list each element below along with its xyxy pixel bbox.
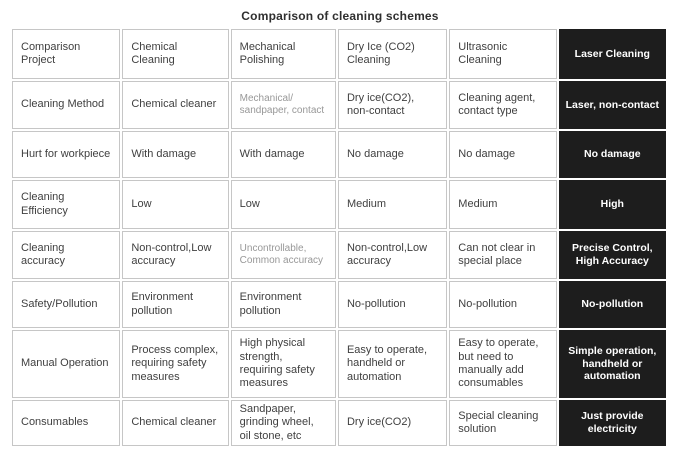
value-cell: Environment pollution xyxy=(231,281,336,328)
value-cell: Environment pollution xyxy=(122,281,228,328)
laser-highlight-cell: No-pollution xyxy=(559,281,666,328)
row-label-cell: Comparison Project xyxy=(12,29,120,79)
row-label-cell: Cleaning Efficiency xyxy=(12,180,120,229)
header-row xyxy=(12,29,666,79)
row-label-cell: Consumables xyxy=(12,400,120,446)
value-cell: Chemical cleaner xyxy=(122,400,228,446)
table-row xyxy=(12,330,666,398)
value-cell: High physical strength, requiring safety measures xyxy=(231,330,336,398)
value-cell: Mechanical/ sandpaper, contact xyxy=(231,81,336,129)
laser-highlight-cell: Simple operation, handheld or automation xyxy=(559,330,666,398)
value-cell: Chemical cleaner xyxy=(122,81,228,129)
value-cell: Low xyxy=(231,180,336,229)
value-cell: Cleaning agent, contact type xyxy=(449,81,556,129)
value-cell: Easy to operate, but need to manually add consumables xyxy=(449,330,556,398)
table-row xyxy=(12,231,666,279)
value-cell: Non-control,Low accuracy xyxy=(122,231,228,279)
laser-highlight-cell: No damage xyxy=(559,131,666,178)
value-cell: Medium xyxy=(449,180,556,229)
value-cell: Sandpaper, grinding wheel, oil stone, etc xyxy=(231,400,336,446)
table-row xyxy=(12,281,666,328)
row-label-cell: Manual Operation xyxy=(12,330,120,398)
value-cell: With damage xyxy=(231,131,336,178)
row-label-cell: Safety/Pollution xyxy=(12,281,120,328)
value-cell: Can not clear in special place xyxy=(449,231,556,279)
value-cell: With damage xyxy=(122,131,228,178)
value-cell: Dry Ice (CO2) Cleaning xyxy=(338,29,447,79)
value-cell: Medium xyxy=(338,180,447,229)
value-cell: No-pollution xyxy=(338,281,447,328)
row-label-cell: Hurt for workpiece xyxy=(12,131,120,178)
table-row xyxy=(12,81,666,129)
value-cell: No-pollution xyxy=(449,281,556,328)
table-row xyxy=(12,400,666,446)
laser-highlight-cell: Laser, non-contact xyxy=(559,81,666,129)
comparison-table-body xyxy=(12,29,666,446)
value-cell: No damage xyxy=(338,131,447,178)
value-cell: Chemical Cleaning xyxy=(122,29,228,79)
laser-highlight-cell: Just provide electricity xyxy=(559,400,666,446)
table-row xyxy=(12,180,666,229)
value-cell: Dry ice(CO2), non-contact xyxy=(338,81,447,129)
row-label-cell: Cleaning accuracy xyxy=(12,231,120,279)
value-cell: Uncontrollable, Common accuracy xyxy=(231,231,336,279)
laser-highlight-cell: Laser Cleaning xyxy=(559,29,666,79)
value-cell: Ultrasonic Cleaning xyxy=(449,29,556,79)
value-cell: No damage xyxy=(449,131,556,178)
laser-highlight-cell: High xyxy=(559,180,666,229)
value-cell: Special cleaning solution xyxy=(449,400,556,446)
value-cell: Non-control,Low accuracy xyxy=(338,231,447,279)
value-cell: Process complex, requiring safety measures xyxy=(122,330,228,398)
value-cell: Dry ice(CO2) xyxy=(338,400,447,446)
row-label-cell: Cleaning Method xyxy=(12,81,120,129)
page-title: Comparison of cleaning schemes xyxy=(241,9,439,23)
value-cell: Low xyxy=(122,180,228,229)
laser-highlight-cell: Precise Control, High Accuracy xyxy=(559,231,666,279)
value-cell: Mechanical Polishing xyxy=(231,29,336,79)
table-row xyxy=(12,131,666,178)
value-cell: Easy to operate, handheld or automation xyxy=(338,330,447,398)
comparison-table xyxy=(10,27,668,448)
